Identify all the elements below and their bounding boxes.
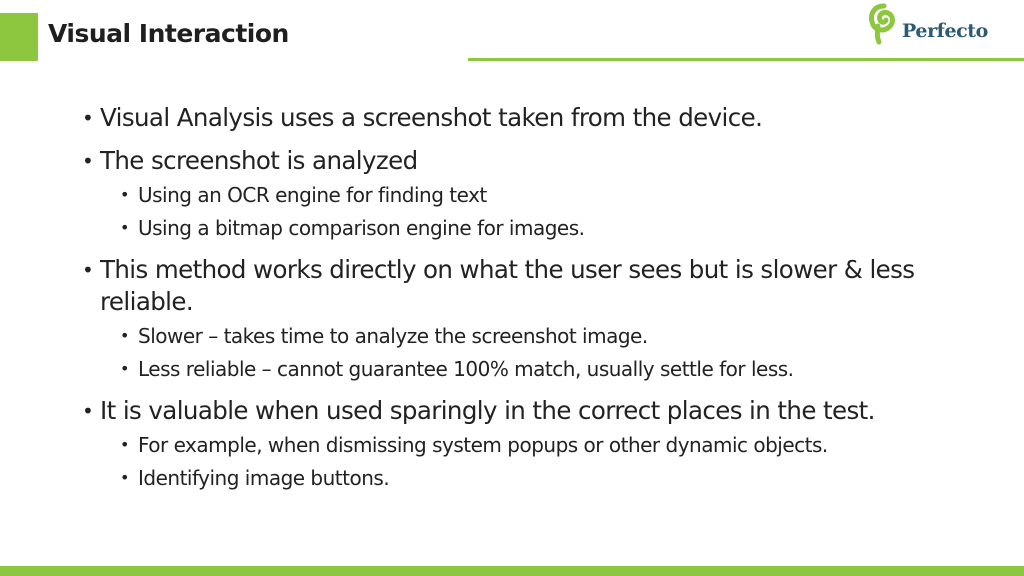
sub-bullet-item bbox=[120, 213, 962, 243]
sub-bullet-text: Identifying image buttons. bbox=[138, 466, 390, 490]
sub-bullet-item bbox=[120, 430, 962, 460]
bullet-list bbox=[82, 102, 962, 493]
sub-bullet-text: Less reliable – cannot guarantee 100% match, usually settle for less. bbox=[138, 357, 794, 381]
sub-bullet-item bbox=[120, 354, 962, 384]
bullet-text: It is valuable when used sparingly in the correct places in the test. bbox=[100, 396, 875, 425]
bullet-item bbox=[82, 254, 960, 318]
slide-title: Visual Interaction bbox=[48, 19, 289, 48]
bullet-item bbox=[82, 395, 962, 427]
footer-accent-bar bbox=[0, 566, 1024, 576]
title-accent-block bbox=[0, 13, 38, 61]
bullet-dot: • bbox=[82, 399, 94, 423]
bullet-text: The screenshot is analyzed bbox=[100, 146, 418, 175]
sub-bullet-item bbox=[120, 321, 962, 351]
logo-wordmark: Perfecto bbox=[902, 20, 988, 42]
bullet-dot: • bbox=[120, 326, 129, 345]
bullet-item bbox=[82, 102, 962, 134]
bullet-dot: • bbox=[82, 149, 94, 173]
sub-bullet-item bbox=[120, 180, 962, 210]
sub-bullet-text: Using a bitmap comparison engine for images. bbox=[138, 216, 585, 240]
bullet-dot: • bbox=[120, 435, 129, 454]
bullet-dot: • bbox=[82, 258, 94, 282]
bullet-item bbox=[82, 145, 962, 177]
sub-bullet-text: For example, when dismissing system popups or other dynamic objects. bbox=[138, 433, 828, 457]
perfecto-leaf-icon bbox=[868, 2, 904, 46]
bullet-dot: • bbox=[120, 218, 129, 237]
bullet-text: This method works directly on what the user sees but is slower & less reliable. bbox=[100, 255, 915, 316]
bullet-text: Visual Analysis uses a screenshot taken from the device. bbox=[100, 103, 763, 132]
bullet-dot: • bbox=[120, 185, 129, 204]
sub-bullet-text: Slower – takes time to analyze the screenshot image. bbox=[138, 324, 648, 348]
sub-bullet-text: Using an OCR engine for finding text bbox=[138, 183, 487, 207]
bullet-dot: • bbox=[82, 106, 94, 130]
perfecto-logo bbox=[868, 2, 1008, 50]
header-divider bbox=[468, 58, 1024, 61]
bullet-dot: • bbox=[120, 468, 129, 487]
bullet-dot: • bbox=[120, 359, 129, 378]
sub-bullet-item bbox=[120, 463, 962, 493]
